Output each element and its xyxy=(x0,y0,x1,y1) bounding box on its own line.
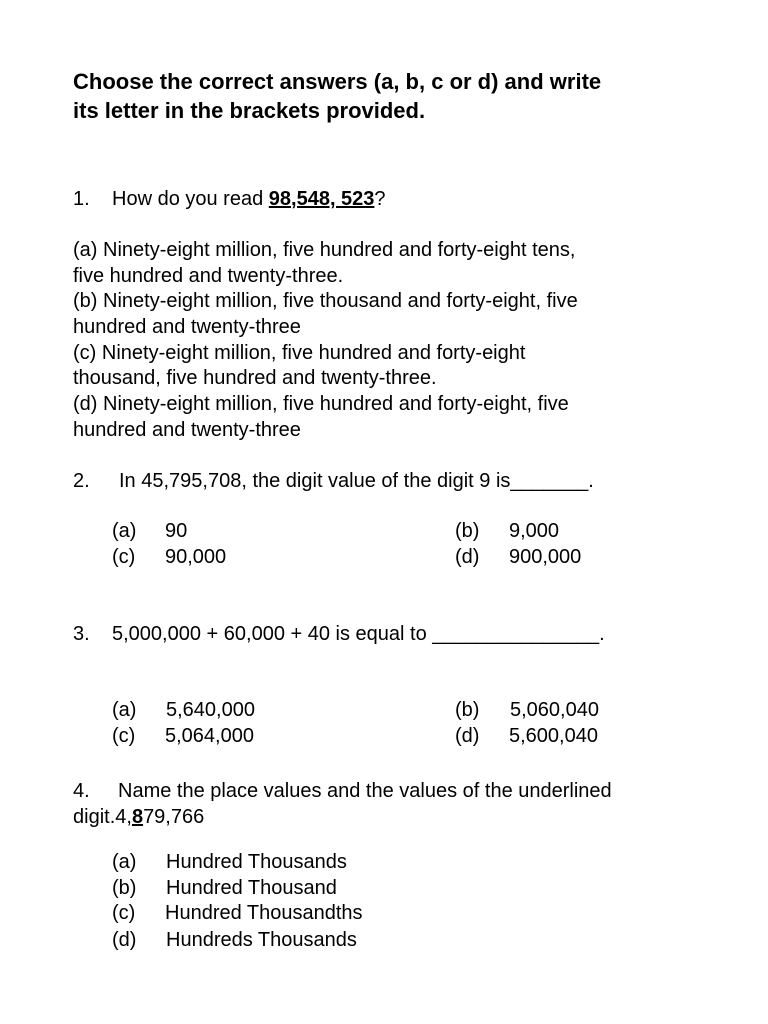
question-4-line-2 xyxy=(73,805,204,830)
question-1-text xyxy=(112,187,386,212)
option-letter: (d) xyxy=(455,725,480,747)
question-3-number: 3. xyxy=(73,623,90,645)
question-2-number: 2. xyxy=(73,470,90,492)
question-2-option-b xyxy=(455,519,559,544)
option-letter: (a) xyxy=(112,520,137,542)
option-value: 5,600,040 xyxy=(509,725,598,747)
question-1-text-after: ? xyxy=(374,188,386,210)
question-4-line-2-before: digit.4, xyxy=(73,806,132,828)
option-value: Hundred Thousands xyxy=(166,851,347,873)
question-2-option-d xyxy=(455,545,581,570)
option-letter: (b) xyxy=(455,520,480,542)
question-1-text-before: How do you read xyxy=(112,188,269,210)
option-value: Hundred Thousandths xyxy=(165,902,363,924)
question-3-option-c xyxy=(112,724,254,749)
question-1-number-underlined: 98,548, 523 xyxy=(268,188,375,210)
question-4-option-a xyxy=(112,850,347,875)
question-4-number: 4. xyxy=(73,780,90,802)
underlined-digit: 8 xyxy=(131,806,144,828)
option-letter: (a) xyxy=(112,851,137,873)
option-letter: (c) xyxy=(112,902,136,924)
question-4-line-2-after: 79,766 xyxy=(143,806,205,828)
option-value: 90 xyxy=(165,520,188,542)
option-value: Hundreds Thousands xyxy=(166,929,357,951)
option-letter: (b) xyxy=(112,877,137,899)
option-value: 9,000 xyxy=(509,520,560,542)
question-1-option-a-line-1: (a) Ninety-eight million, five hundred and forty-eight tens, xyxy=(73,239,576,261)
option-letter: (a) xyxy=(112,699,137,721)
question-2-text: In 45,795,708, the digit value of the digit 9 is_______. xyxy=(119,470,594,492)
option-value: 900,000 xyxy=(509,546,582,568)
option-value: 90,000 xyxy=(165,546,227,568)
option-letter: (c) xyxy=(112,546,136,568)
question-1-option-d-line-2: hundred and twenty-three xyxy=(73,419,301,441)
question-1-number: 1. xyxy=(73,188,90,210)
question-1-option-c-line-2: thousand, five hundred and twenty-three. xyxy=(73,367,437,389)
question-1-option-a-line-2: five hundred and twenty-three. xyxy=(73,265,344,287)
option-letter: (c) xyxy=(112,725,136,747)
question-1-option-d-line-1: (d) Ninety-eight million, five hundred and forty-eight, five xyxy=(73,393,569,415)
question-3-option-b xyxy=(455,698,599,723)
question-3-text: 5,000,000 + 60,000 + 40 is equal to _______________. xyxy=(112,623,605,645)
question-1-option-c-line-1: (c) Ninety-eight million, five hundred and forty-eight xyxy=(73,342,526,364)
question-3-option-a xyxy=(112,698,255,723)
instructions-line-2: its letter in the brackets provided. xyxy=(73,98,426,123)
question-4-option-d xyxy=(112,928,357,953)
question-1-option-b-line-2: hundred and twenty-three xyxy=(73,316,301,338)
question-2-option-a xyxy=(112,519,187,544)
option-value: Hundred Thousand xyxy=(166,877,337,899)
option-letter: (b) xyxy=(455,699,480,721)
question-1-option-b-line-1: (b) Ninety-eight million, five thousand and forty-eight, five xyxy=(73,290,578,312)
option-letter: (d) xyxy=(455,546,480,568)
question-4-option-b xyxy=(112,876,337,901)
question-4-option-c xyxy=(112,901,363,926)
option-value: 5,640,000 xyxy=(166,699,255,721)
question-3-option-d xyxy=(455,724,598,749)
question-4-line-1: Name the place values and the values of the underlined xyxy=(118,780,612,802)
question-2-option-c xyxy=(112,545,226,570)
option-value: 5,060,040 xyxy=(510,699,599,721)
option-value: 5,064,000 xyxy=(165,725,254,747)
instructions-line-1: Choose the correct answers (a, b, c or d) and write xyxy=(73,69,602,94)
option-letter: (d) xyxy=(112,929,137,951)
